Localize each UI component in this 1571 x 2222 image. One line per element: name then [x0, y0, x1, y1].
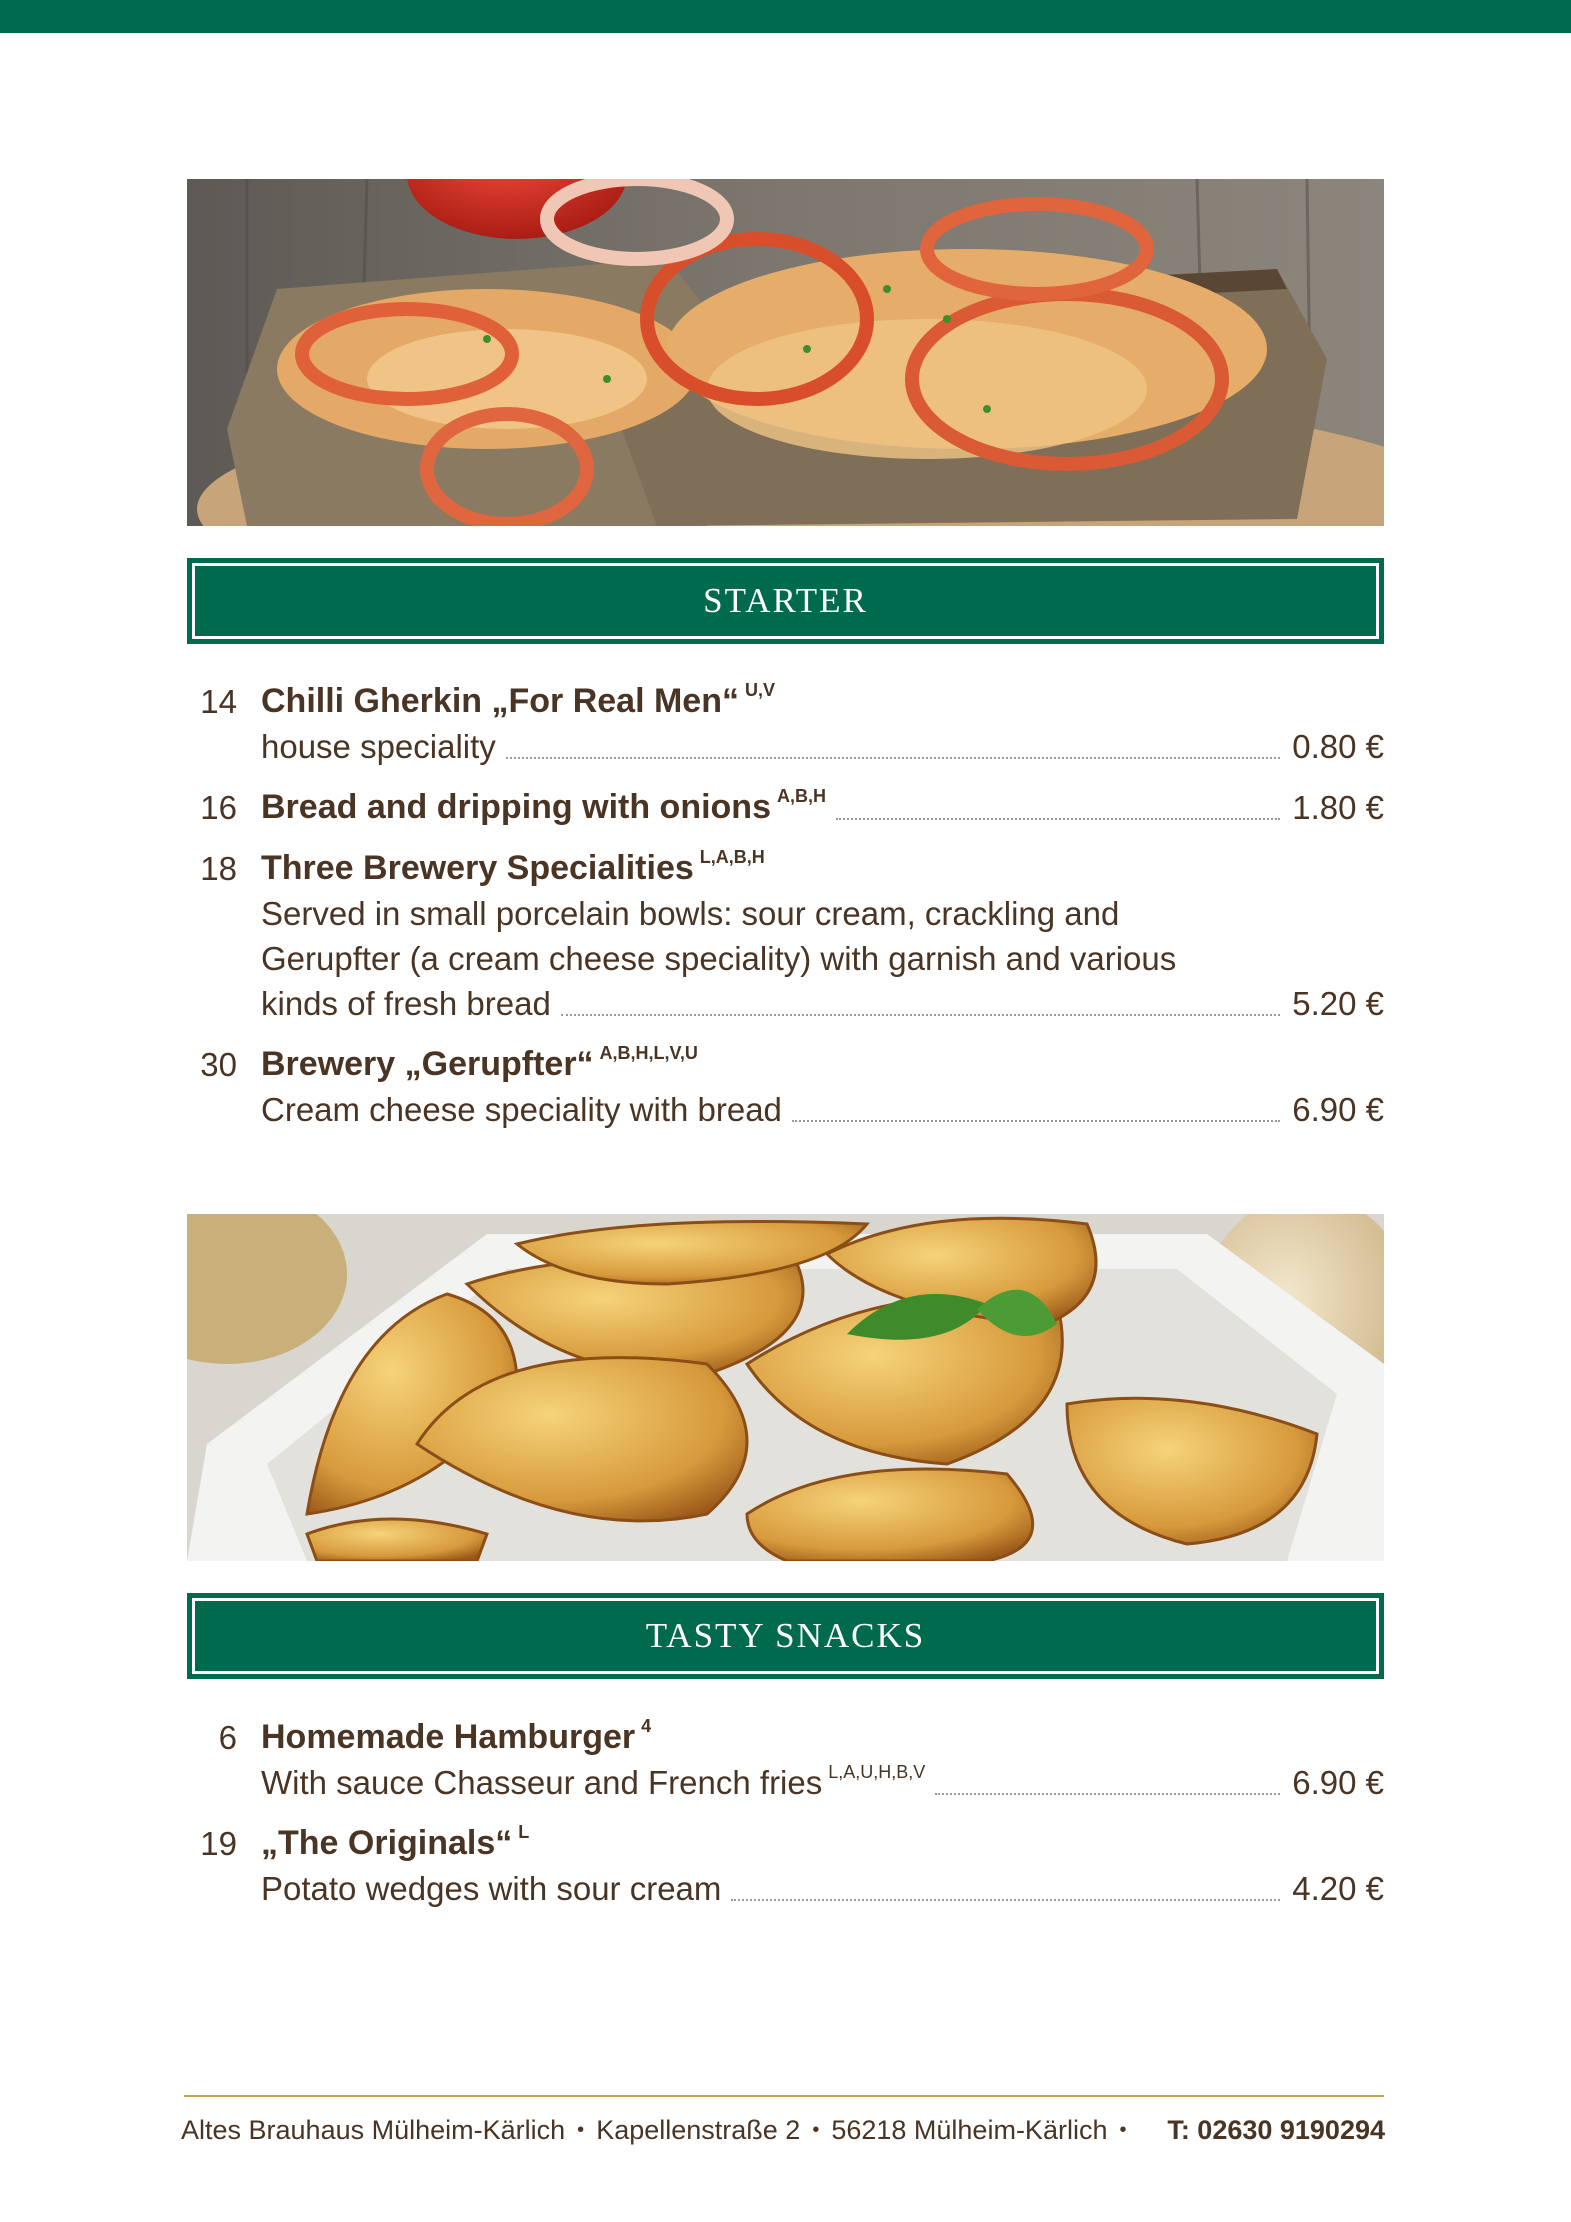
city-address: 56218 Mülheim-Kärlich — [831, 2114, 1108, 2145]
menu-item — [187, 682, 1384, 772]
dot-leader — [506, 757, 1280, 759]
separator-bullet: • — [1119, 2118, 1127, 2141]
item-description: Cream cheese speciality with bread — [261, 1091, 782, 1128]
item-number: 18 — [200, 850, 237, 887]
top-brand-bar — [0, 0, 1571, 33]
menu-item — [187, 849, 1384, 1029]
item-price: 0.80 € — [1292, 728, 1384, 765]
menu-item — [187, 1824, 1384, 1914]
item-description: house speciality — [261, 728, 496, 765]
allergen-codes: L — [518, 1822, 530, 1842]
menu-item — [187, 1045, 1384, 1135]
item-description: Potato wedges with sour cream — [261, 1870, 722, 1907]
dot-leader — [561, 1014, 1280, 1016]
restaurant-name: Altes Brauhaus Mülheim-Kärlich — [181, 2114, 566, 2145]
separator-bullet: • — [577, 2118, 585, 2141]
dot-leader — [935, 1793, 1280, 1795]
item-price: 6.90 € — [1292, 1091, 1384, 1128]
item-description: With sauce Chasseur and French fries $^{L,A,U,H,B,V}$ — [261, 1762, 926, 1801]
item-price: 1.80 € — [1292, 789, 1384, 826]
item-description-line: Gerupfter (a cream cheese speciality) with garnish and various — [261, 940, 1177, 977]
item-price: 5.20 € — [1292, 985, 1384, 1022]
section-title: TASTY SNACKS — [645, 1616, 926, 1655]
menu-item — [187, 788, 1384, 833]
dot-leader — [731, 1899, 1280, 1901]
snacks-food-photo — [187, 1214, 1384, 1561]
item-number: 30 — [200, 1046, 237, 1083]
phone-number[interactable]: T: 02630 9190294 — [1167, 2114, 1385, 2145]
item-name: „The Originals“ $^L$ — [261, 1822, 530, 1862]
item-number: 14 — [200, 683, 237, 720]
allergen-codes: A,B,H — [776, 786, 826, 806]
allergen-codes: L,A,U,H,B,V — [828, 1762, 926, 1782]
item-description-line: kinds of fresh bread — [261, 985, 551, 1022]
item-name: Homemade Hamburger $^4$ — [261, 1716, 652, 1756]
section-title: STARTER — [703, 581, 868, 620]
footer-address — [181, 2110, 1385, 2150]
dot-leader — [792, 1120, 1280, 1122]
dot-leader — [836, 818, 1280, 820]
section-header-tasty-snacks — [187, 1593, 1384, 1679]
street-address: Kapellenstraße 2 — [596, 2114, 801, 2145]
item-name: Brewery „Gerupfter“ $^{A,B,H,L,V,U}$ — [261, 1043, 698, 1083]
footer-divider — [184, 2095, 1384, 2097]
item-name: Chilli Gherkin „For Real Men“ $^{U,V}$ — [261, 680, 775, 720]
item-number: 19 — [200, 1825, 237, 1862]
allergen-codes: A,B,H,L,V,U — [599, 1043, 698, 1063]
item-price: 6.90 € — [1292, 1764, 1384, 1801]
starter-food-photo — [187, 179, 1384, 526]
menu-item — [187, 1718, 1384, 1808]
item-name: Bread and dripping with onions $^{A,B,H}$ — [261, 786, 826, 826]
section-header-starter — [187, 558, 1384, 644]
item-number: 6 — [218, 1719, 237, 1756]
item-description-line: Served in small porcelain bowls: sour cream, crackling and — [261, 895, 1120, 932]
allergen-codes: U,V — [744, 680, 775, 700]
allergen-codes: 4 — [641, 1716, 652, 1736]
item-number: 16 — [200, 789, 237, 826]
allergen-codes: L,A,B,H — [699, 847, 765, 867]
item-name: Three Brewery Specialities $^{L,A,B,H}$ — [261, 847, 765, 887]
separator-bullet: • — [812, 2118, 820, 2141]
starter-menu-list — [187, 682, 1384, 1151]
snacks-menu-list — [187, 1718, 1384, 1930]
item-price: 4.20 € — [1292, 1870, 1384, 1907]
